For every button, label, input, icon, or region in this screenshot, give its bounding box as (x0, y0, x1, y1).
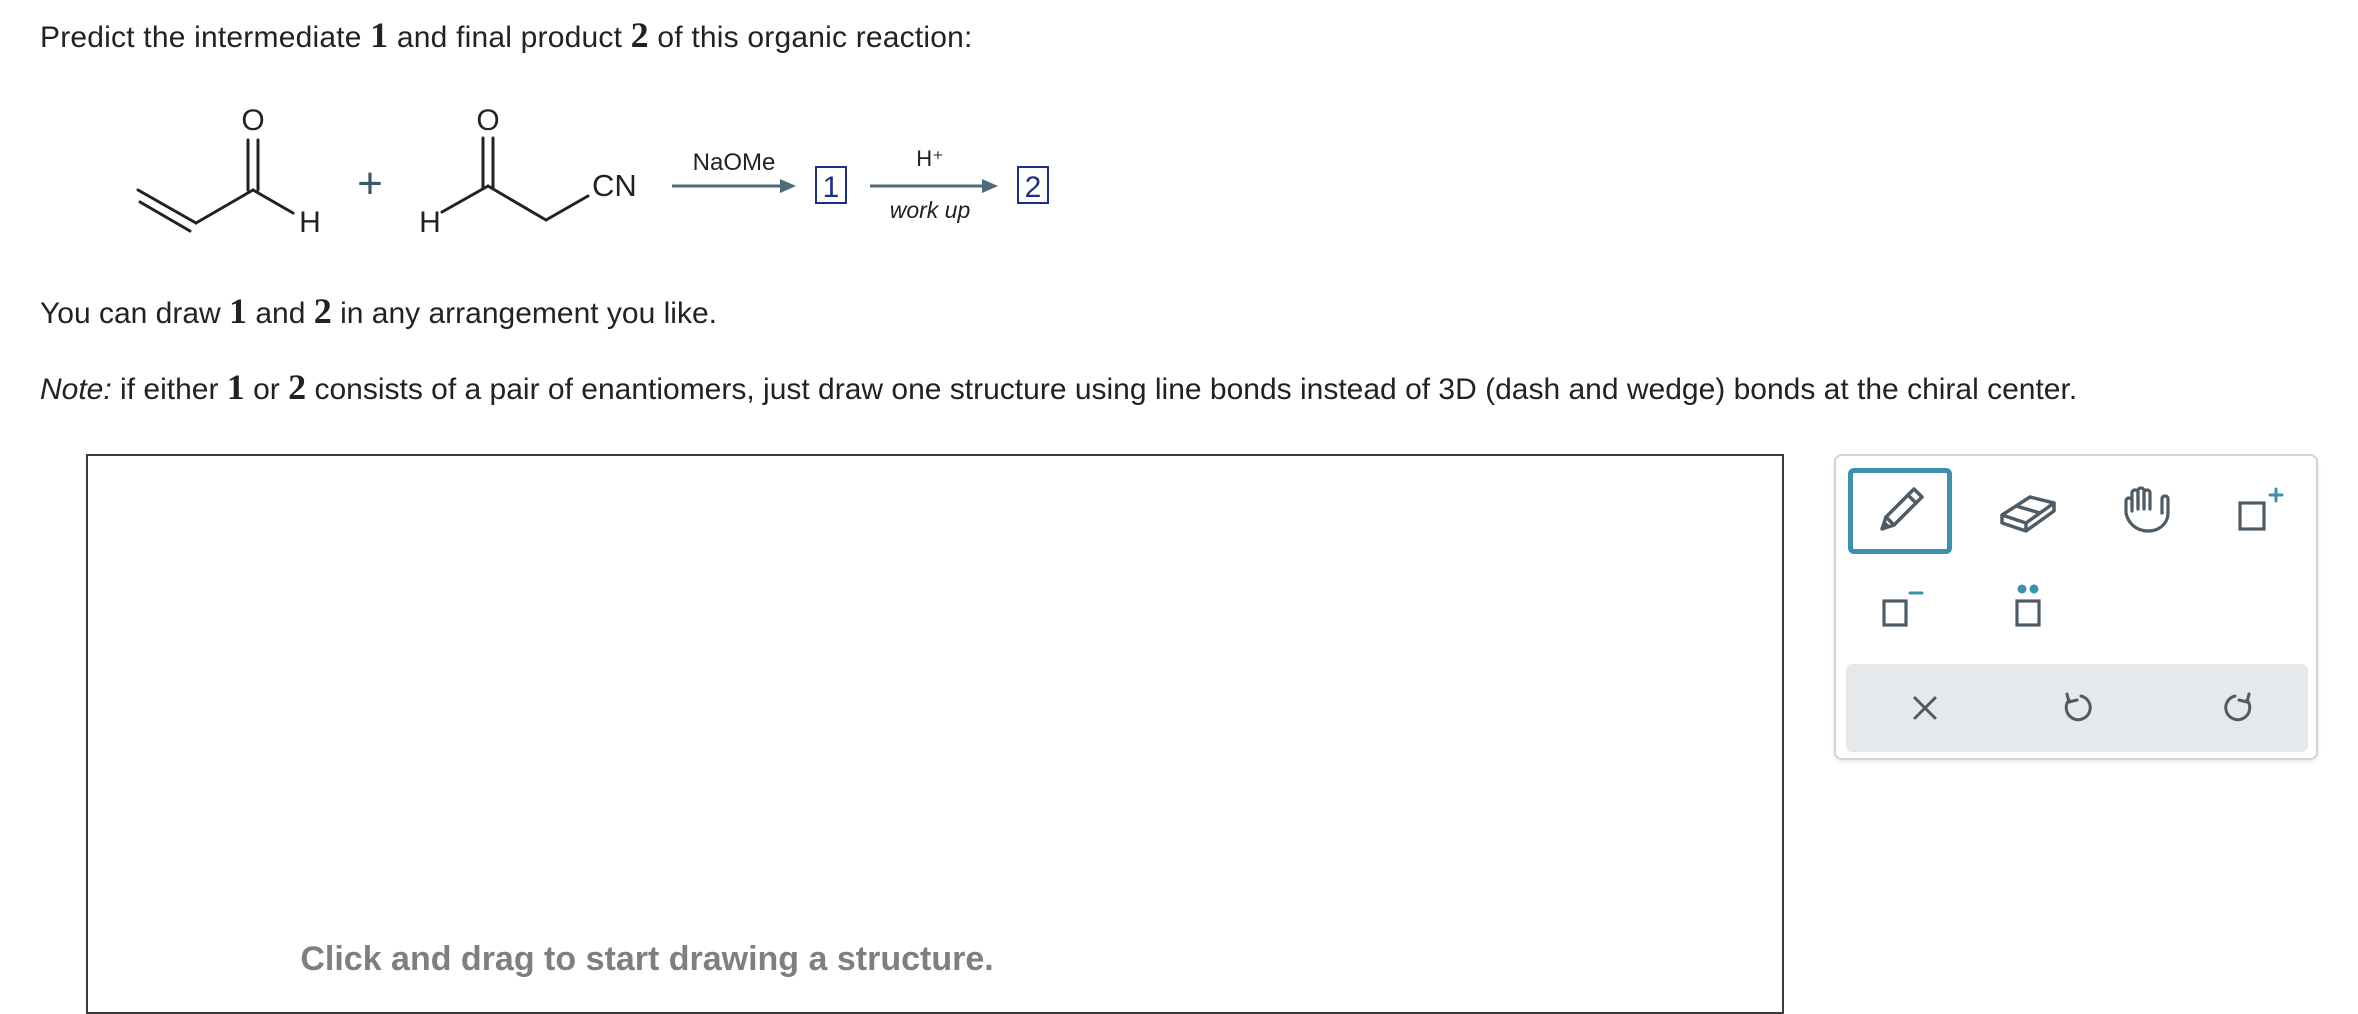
canvas-hint: Click and drag to start drawing a structure. (300, 940, 994, 978)
reactant1-hydrogen: H (299, 206, 321, 239)
drawing-canvas[interactable] (86, 454, 1784, 1014)
reactant1-oxygen: O (241, 104, 265, 137)
clear-button[interactable] (1890, 678, 1960, 738)
product-label: 2 (1024, 171, 1042, 204)
add-charge-icon (2228, 483, 2288, 539)
plus-sign: + (357, 159, 383, 208)
lone-pair-button[interactable] (1978, 566, 2078, 648)
reaction-scheme (0, 80, 1100, 250)
positive-charge-button[interactable] (2208, 470, 2308, 552)
undo-button[interactable] (2044, 678, 2114, 738)
question-text: Predict the intermediate 1 and final product 2 of this organic reaction: (40, 15, 973, 55)
product-number: 2 (630, 15, 649, 55)
pencil-icon (1868, 479, 1932, 543)
arrangement-instruction: You can draw 1 and 2 in any arrangement you like. (40, 291, 717, 331)
hand-icon (2118, 483, 2178, 539)
step2-reagent: H⁺ (916, 146, 944, 171)
pencil-tool-button[interactable] (1848, 468, 1952, 554)
clear-icon (1905, 688, 1945, 728)
redo-button[interactable] (2202, 678, 2272, 738)
eraser-tool-button[interactable] (1978, 470, 2078, 552)
step1-reagent: NaOMe (692, 149, 776, 176)
reactant2-oxygen: O (476, 104, 500, 137)
undo-icon (2057, 686, 2101, 730)
reactant2-hydrogen: H (419, 206, 441, 239)
intermediate-number: 1 (370, 15, 389, 55)
step2-condition: work up (889, 197, 971, 223)
redo-icon (2215, 686, 2259, 730)
intermediate-label: 1 (822, 171, 840, 204)
cyano-group: CN (592, 168, 637, 203)
minus-charge-icon (1868, 579, 1928, 635)
negative-charge-button[interactable] (1848, 566, 1948, 648)
drawing-toolbar (1834, 454, 2318, 760)
enantiomer-note: Note: if either 1 or 2 consists of a pair of enantiomers, just draw one structure using line bonds instead of 3D (dash and wedge) bonds at the chiral center. (40, 367, 2078, 407)
lone-pair-icon (1998, 577, 2058, 637)
hand-tool-button[interactable] (2098, 470, 2198, 552)
eraser-icon (1996, 485, 2060, 537)
action-bar (1846, 664, 2308, 752)
